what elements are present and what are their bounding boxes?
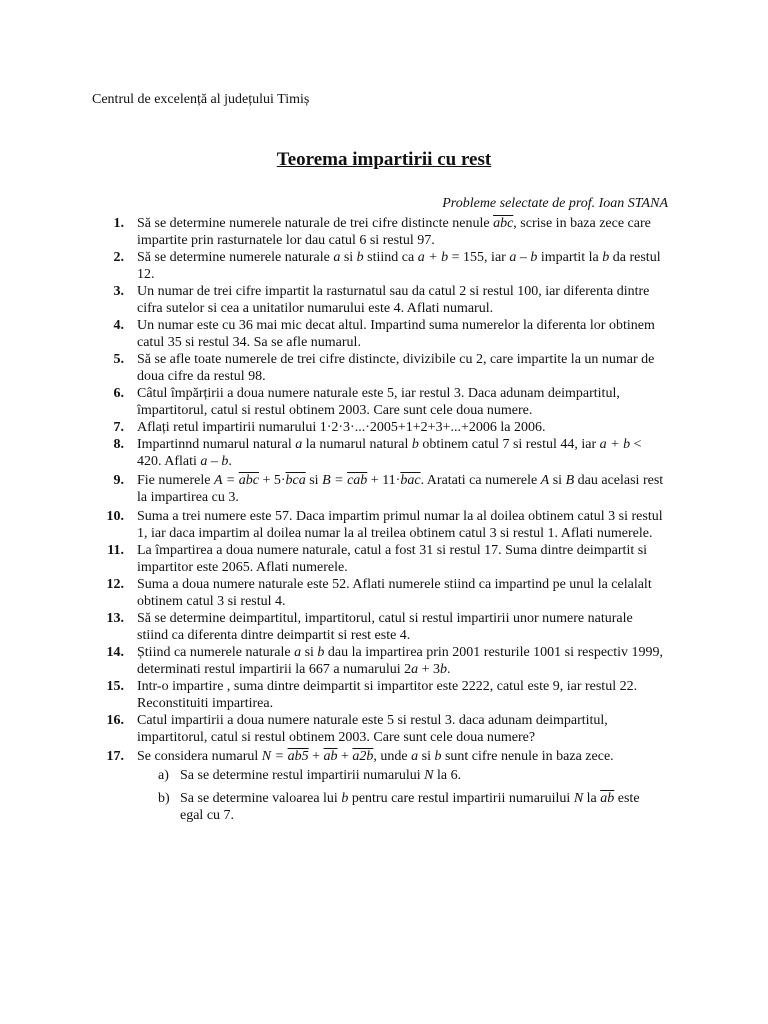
problem-text: Sa se determine valoarea lui [180, 791, 342, 806]
problem-text: dau acelasi rest la impartirea cu 3. [137, 473, 664, 505]
problem-number: 2. [113, 250, 124, 265]
math-expr: 1·2·3·...·2005+1+2+3+...+2006 [319, 420, 497, 435]
math-var: b [434, 749, 442, 764]
problem-text: < 420. Aflati [137, 437, 642, 469]
problem-item [0, 249, 768, 283]
problem-number: 5. [113, 352, 124, 367]
problem-text: si [418, 749, 435, 764]
problem-text: La împartirea a doua numere naturale, catul a fost 31 si restul 17. Suma dintre deimpartit si impartitor este 2065. Aflati numerele. [137, 543, 648, 575]
problem-number: 1. [113, 216, 124, 231]
math-var: A [540, 473, 550, 488]
problem-text: sunt cifre nenule in baza zece. [441, 749, 614, 764]
problem-item [0, 317, 768, 351]
problem-text: Catul impartirii a doua numere naturale este 5 si restul 3. daca adunam deimpartitul, impartitorul, catul si restul obtinem 2003. Care sunt cele doua numere? [137, 713, 608, 745]
problem-number: 11. [107, 543, 124, 558]
math-expr: A = [213, 473, 239, 488]
problem-number: 12. [106, 577, 124, 592]
math-var: a [411, 662, 419, 677]
math-var: a [294, 645, 302, 660]
problem-item [0, 470, 768, 508]
problem-item [0, 542, 768, 576]
math-expr: a – b [509, 250, 538, 265]
math-var: b [341, 791, 349, 806]
problem-text: . Aratati ca numerele [420, 473, 541, 488]
math-expr: B = [322, 473, 348, 488]
math-overline: $\overline{cab}$ [347, 473, 368, 488]
problem-text: la 6. [433, 768, 462, 783]
problem-number: 8. [113, 437, 124, 452]
math-expr: a + b [417, 250, 449, 265]
problem-text: si [305, 473, 323, 488]
math-var: N [573, 791, 584, 806]
problem-item [0, 351, 768, 385]
problem-text: Câtul împărțirii a doua numere naturale este 5, iar restul 3. Daca adunam deimpartitul, împartitorul, catul si restul obtinem 2003. Care sunt cele doua numere. [137, 386, 620, 418]
math-overline: $\overline{ab}$ [600, 791, 615, 806]
math-var: b [356, 250, 364, 265]
math-var: B [565, 473, 575, 488]
problem-text: Să se determine numerele naturale [137, 250, 334, 265]
problem-text: . [447, 662, 451, 677]
problem-text: Aflați retul impartirii numarului [137, 420, 320, 435]
problem-number: 9. [113, 473, 124, 488]
problem-item [0, 712, 768, 746]
problem-number: 6. [113, 386, 124, 401]
math-var: a [333, 250, 341, 265]
problem-text: si [549, 473, 566, 488]
problem-text: Impartinnd numarul natural [137, 437, 296, 452]
problem-item [0, 746, 768, 767]
problem-text: + 3 [418, 662, 440, 677]
problem-number: 10. [106, 509, 124, 524]
problem-text: Să se determine numerele naturale de trei cifre distincte nenule [137, 216, 494, 231]
problem-number: 7. [113, 420, 124, 435]
problem-text: Se considera numarul [137, 749, 262, 764]
math-overline: ab5 [287, 749, 309, 764]
subitem-label: b) [158, 791, 170, 806]
problem-item [0, 610, 768, 644]
problem-item [0, 508, 768, 542]
math-overline: $\overline{bca}$ [285, 473, 306, 488]
problem-text: Suma a doua numere naturale este 52. Aflati numerele stiind ca impartind pe unul la celalalt obtinem catul 3 si restul 4. [137, 577, 652, 609]
problem-text: Un numar este cu 36 mai mic decat altul. Impartind suma numerelor la diferenta lor obtinem catul 35 si restul 34. Sa se afle numarul. [137, 318, 655, 350]
subitem-b [0, 790, 768, 824]
subitem-label: a) [158, 768, 169, 783]
problem-number: 16. [106, 713, 124, 728]
math-expr: a – b [200, 454, 229, 469]
problem-text: Intr-o impartire , suma dintre deimpartit si impartitor este 2222, catul este 9, iar restul 22. Reconstituiti impartirea. [137, 679, 638, 711]
problem-text: pentru care restul impartirii numaruilui [348, 791, 574, 806]
problem-item [0, 678, 768, 712]
problem-text: si [301, 645, 318, 660]
problem-item [0, 576, 768, 610]
problem-text: Să se determine deimpartitul, impartitorul, catul si restul impartirii unor numere naturale stiind ca diferenta dintre deimpartit si rest este 4. [137, 611, 633, 643]
institution-header: Centrul de excelență al județului Timiș [92, 92, 310, 107]
problem-text: Suma a trei numere este 57. Daca impartim primul numar la al doilea obtinem catul 3 si restul 1, iar daca impartim al doilea numar la al treilea obtinem catul 3 si restul 1. Aflati numerele. [137, 509, 663, 541]
problem-text: Un numar de trei cifre impartit la rasturnatul sau da catul 2 si restul 100, iar diferenta dintre cifra sutelor si cea a unitatilor numarului este 4. Aflati numarul. [137, 284, 650, 316]
problem-text: Sa se determine restul impartirii numarului [180, 768, 425, 783]
problem-item [0, 419, 768, 436]
problem-text: Fie numerele [137, 473, 214, 488]
problem-number: 15. [106, 679, 124, 694]
math-expr: + 11· [367, 473, 401, 488]
math-var: N [424, 768, 434, 783]
problem-number: 14. [106, 645, 124, 660]
math-var: b [440, 662, 447, 677]
math-var: b [602, 250, 610, 265]
math-expr: N = [261, 749, 288, 764]
problem-number: 13. [106, 611, 124, 626]
math-var: a [411, 749, 419, 764]
problem-item [0, 644, 768, 678]
math-overline: $\overline{abc}$ [493, 216, 514, 231]
problem-item [0, 385, 768, 419]
math-expr: + 5· [258, 473, 286, 488]
problem-list [0, 215, 768, 824]
problem-item [0, 436, 768, 470]
problem-text: la numarul natural [302, 437, 412, 452]
problem-number: 17. [106, 749, 124, 764]
author-line: Probleme selectate de prof. Ioan STANA [442, 196, 668, 211]
problem-text: este egal cu 7. [180, 791, 640, 823]
document-title: Teorema impartirii cu rest [276, 149, 492, 170]
problem-text: Să se afle toate numerele de trei cifre distincte, divizibile cu 2, care impartite la un numar de doua cifre da restul 98. [137, 352, 655, 384]
problem-number: 3. [113, 284, 124, 299]
math-expr: + [308, 749, 324, 764]
problem-text: obtinem catul 7 si restul 44, iar [418, 437, 600, 452]
math-var: b [411, 437, 419, 452]
math-overline: a2b [352, 749, 374, 764]
problem-text: la 2006. [496, 420, 546, 435]
problem-text: = 155, iar [448, 250, 510, 265]
problem-item [0, 283, 768, 317]
problem-text: . [228, 454, 232, 469]
problem-text: si [340, 250, 357, 265]
problem-text: da restul 12. [137, 250, 661, 282]
problem-text: la [583, 791, 601, 806]
problem-text: stiind ca [363, 250, 418, 265]
problem-text: dau la impartirea prin 2001 resturile 1001 si respectiv 1999, determinati restul impartirii la 667 a numarului 2 [137, 645, 664, 677]
problem-item [0, 215, 768, 249]
problem-number: 4. [113, 318, 124, 333]
math-expr: a + b [599, 437, 631, 452]
math-var: b [317, 645, 325, 660]
subitem-a [0, 767, 768, 784]
problem-text: impartit la [537, 250, 603, 265]
problem-text: , scrise in baza zece care impartite prin rasturnatele lor dau catul 6 si restul 97. [137, 216, 651, 248]
math-overline: $\overline{abc}$ [238, 473, 259, 488]
math-overline: $\overline{bac}$ [400, 473, 421, 488]
problem-text: Știind ca numerele naturale [137, 645, 295, 660]
math-expr: + [337, 749, 353, 764]
math-overline: $\overline{ab}$ [323, 749, 338, 764]
problem-text: , unde [373, 749, 412, 764]
math-var: a [295, 437, 303, 452]
